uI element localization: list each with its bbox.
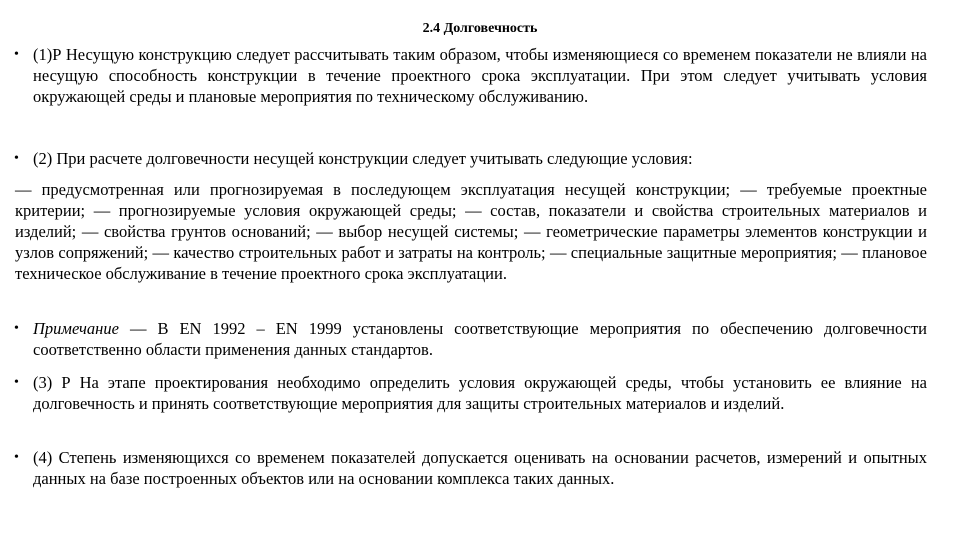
- paragraph-5-text: (3) Р На этапе проектирования необходимо определить условия окружающей среды, чтобы установить ее влияние на долговечность и принять соответствующие мероприятия для защиты строительных материалов и изделий.: [33, 373, 927, 413]
- bullet-icon: •: [14, 375, 19, 390]
- note-text: — В EN 1992 – EN 1999 установлены соответствующие мероприятия по обеспечению долговечности соответственно области применения данных стандартов.: [33, 319, 927, 359]
- note-label: Примечание: [33, 319, 119, 338]
- paragraph-note: [14, 318, 927, 360]
- paragraph-1: [14, 44, 927, 107]
- bullet-icon: •: [14, 47, 19, 62]
- section-title: 2.4 Долговечность: [422, 21, 538, 36]
- paragraph-2: [14, 148, 927, 169]
- paragraph-6: [14, 447, 927, 489]
- paragraph-2-text: (2) При расчете долговечности несущей конструкции следует учитывать следующие условия:: [33, 149, 693, 168]
- paragraph-3-text: — предусмотренная или прогнозируемая в последующем эксплуатация несущей конструкции; — требуемые проектные критерии; — прогнозируемые условия окружающей среды; — состав, показатели и свойства строительных материалов и изделий; — свойства грунтов оснований; — выбор несущей системы; — геометрические параметры элементов конструкции и узлов сопряжений; — качество строительных работ и затраты на контроль; — специальные защитные мероприятия; — плановое техническое обслуживание в течение проектного срока эксплуатации.: [15, 180, 927, 283]
- bullet-icon: •: [14, 450, 19, 465]
- paragraph-1-text: (1)Р Несущую конструкцию следует рассчитывать таким образом, чтобы изменяющиеся со временем показатели не влияли на несущую способность конструкции в течение проектного срока эксплуатации. При этом следует учитывать условия окружающей среды и плановые мероприятия по техническому обслуживанию.: [33, 45, 927, 106]
- bullet-icon: •: [14, 151, 19, 166]
- bullet-icon: •: [14, 321, 19, 336]
- paragraph-5: [14, 372, 927, 414]
- paragraph-6-text: (4) Степень изменяющихся со временем показателей допускается оценивать на основании расчетов, измерений и опытных данных на базе построенных объектов или на основании комплекса таких данных.: [33, 448, 927, 488]
- paragraph-3-conditions-list: [15, 179, 927, 284]
